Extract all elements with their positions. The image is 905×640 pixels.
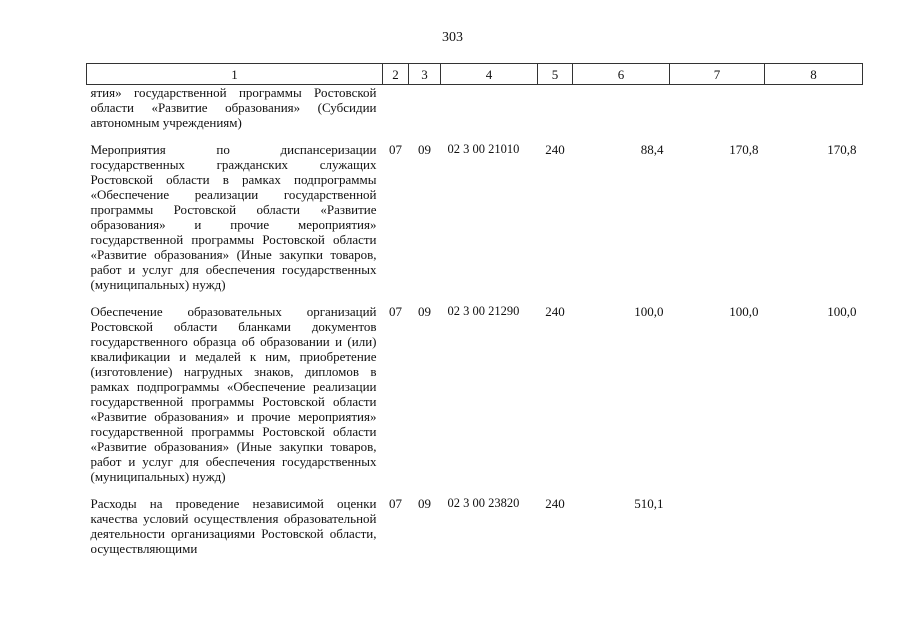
table-row (87, 304, 863, 484)
row-vr: 240 (545, 496, 565, 511)
row-csr: 02 3 00 23820 (447, 496, 520, 510)
row-amount-3 (765, 496, 863, 556)
header-col-5: 5 (538, 64, 573, 85)
row-description: ятия» государственной программы Ростовской области «Развитие образования» (Субсидии автономным учреждениям) (90, 85, 377, 130)
header-row (87, 64, 863, 85)
row-rz: 07 (389, 304, 402, 319)
header-col-4: 4 (441, 64, 538, 85)
header-col-7: 7 (670, 64, 765, 85)
table-row (87, 142, 863, 292)
row-pr: 09 (418, 142, 431, 157)
row-amount-1: 88,4 (640, 142, 664, 157)
header-col-2: 2 (383, 64, 409, 85)
row-amount-1: 100,0 (634, 304, 664, 319)
row-rz (383, 85, 409, 131)
header-col-3: 3 (409, 64, 441, 85)
budget-table (86, 63, 863, 556)
row-amount-3: 100,0 (827, 304, 857, 319)
row-description: Обеспечение образовательных организаций Ростовской области бланками документов государственного образца об образовании и (или) квалификации и медалей к ним, приобретение (изготовление) нагрудных знаков, дипломов в рамках подпрограммы «Обеспечение реализации государственной программы Ростовской области «Развитие образования» и прочие мероприятия» государственной программы Ростовской области «Развитие образования» (Иные закупки товаров, работ и услуг для обеспечения государственных (муниципальных) нужд) (90, 304, 377, 484)
table-row (87, 496, 863, 556)
row-rz: 07 (389, 496, 402, 511)
table-row (87, 85, 863, 131)
row-amount-2 (670, 85, 765, 131)
row-rz: 07 (389, 142, 402, 157)
row-pr: 09 (418, 304, 431, 319)
page-number: 303 (442, 30, 463, 45)
row-vr: 240 (545, 304, 565, 319)
row-spacer (87, 484, 863, 496)
row-amount-3 (765, 85, 863, 131)
header-col-8: 8 (765, 64, 863, 85)
row-amount-1: 510,1 (634, 496, 664, 511)
row-pr (409, 85, 441, 131)
row-spacer (87, 292, 863, 304)
header-col-6: 6 (573, 64, 670, 85)
row-vr (538, 85, 573, 131)
row-description: Расходы на проведение независимой оценки качества условий осуществления образовательной деятельности организациями Ростовской области, осуществляющими (90, 496, 377, 556)
row-vr: 240 (545, 142, 565, 157)
row-description: Мероприятия по диспансеризации государственных гражданских служащих Ростовской области в рамках подпрограммы «Обеспечение реализации государственной программы Ростовской области «Развитие образования» и прочие мероприятия» государственной программы Ростовской области «Развитие образования» (Иные закупки товаров, работ и услуг для обеспечения государственных (муниципальных) нужд) (90, 142, 377, 292)
row-csr: 02 3 00 21290 (447, 304, 520, 318)
row-amount-2: 170,8 (729, 142, 759, 157)
row-spacer (87, 130, 863, 142)
row-amount-1 (573, 85, 670, 131)
row-pr: 09 (418, 496, 431, 511)
row-csr: 02 3 00 21010 (447, 142, 520, 156)
row-amount-2: 100,0 (729, 304, 759, 319)
row-amount-3: 170,8 (827, 142, 857, 157)
row-amount-2 (670, 496, 765, 556)
header-col-1: 1 (87, 64, 383, 85)
row-csr (441, 85, 538, 131)
